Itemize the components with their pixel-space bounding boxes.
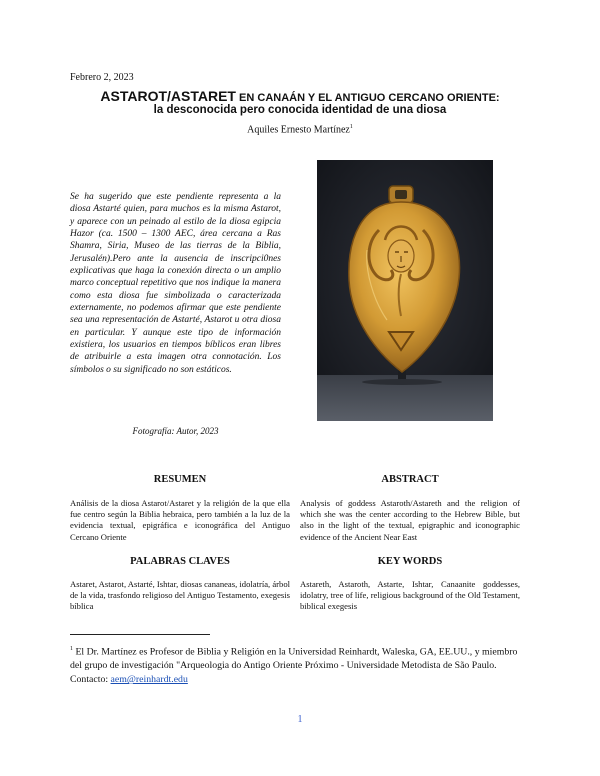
- resumen-heading: RESUMEN: [153, 474, 207, 485]
- footnote-text: El Dr. Martínez es Profesor de Biblia y Religión en la Universidad Reinhardt, Waleska, GA, EE.UU., y miembro del grupo de investigación "Arqueologia do Antigo Oriente Próximo - Universidade Metodista de São Paulo. Contacto:: [70, 646, 518, 686]
- document-subtitle: la desconocida pero conocida identidad de una diosa: [153, 104, 447, 116]
- title-main: ASTAROT/ASTARET: [100, 88, 236, 104]
- photo-credit: Fotografía: Autor, 2023: [132, 426, 219, 436]
- pendant-photo: [317, 160, 493, 421]
- resumen-text: Análisis de la diosa Astarot/Astaret y la religión de la que ella fue centro según la Biblia hebraica, pero también a la luz de la evidencia textual, epigráfica e iconográfica del Antiguo Cercano Oriente: [70, 498, 290, 542]
- footnote-mark: 1: [70, 646, 73, 652]
- author-line: [40, 124, 560, 135]
- figure-caption: Se ha sugerido que este pendiente representa a la diosa Astarté quien, para muchos es la misma Astarot, y aparece con un peinado al estilo de la diosa egipcia Hazor (ca. 1500 – 1300 AEC, área cercana a Ras Shamra, Siria, Museo de las tierras de la Biblia, Jerusalén).Pero ante la ausencia de inscripci0nes explicativas que haga la conexión directa o un amplio marco conceptual repetitivo que nos indique la manera como esta diosa fue simbolizada o caracterizada externamente, no podemos afirmar que este pendiente sea una representación de Astarté, Astarot u otra diosa en particular. Y aunque este tipo de información existiera, los usuarios en tiempos bíblicos eran libres de atribuirle a esta imagen otra connotación. Los símbolos o su significado no son estáticos.: [70, 192, 281, 375]
- footnote: [70, 642, 530, 687]
- page-number: 1: [297, 714, 303, 725]
- author-name: Aquiles Ernesto Martínez: [247, 124, 350, 136]
- title-rest: EN CANAÁN Y EL ANTIGUO CERCANO ORIENTE:: [235, 92, 500, 104]
- contact-email-link[interactable]: aem@reinhardt.edu: [110, 674, 188, 686]
- key-words-text: Astareth, Astaroth, Astarte, Ishtar, Canaanite goddesses, idolatry, tree of life, religious background of the Old Testament, biblical exegesis: [300, 579, 520, 612]
- palabras-claves-heading: PALABRAS CLAVES: [130, 556, 230, 567]
- footnote-divider: [70, 634, 210, 635]
- abstract-heading: ABSTRACT: [381, 474, 439, 485]
- abstract-text: Analysis of goddess Astaroth/Astareth and the religion of which she was the center according to the Hebrew Bible, but also in the light of the textual, epigraphic and iconographic evidence of the Ancient Near East: [300, 498, 520, 542]
- author-footnote-mark[interactable]: 1: [349, 124, 353, 130]
- document-date: Febrero 2, 2023: [70, 72, 134, 83]
- key-words-heading: KEY WORDS: [377, 556, 443, 567]
- palabras-claves-text: Astaret, Astarot, Astarté, Ishtar, diosas cananeas, idolatría, árbol de la vida, trasfondo religioso del Antiguo Testamento, exegesis bíblica: [70, 579, 290, 612]
